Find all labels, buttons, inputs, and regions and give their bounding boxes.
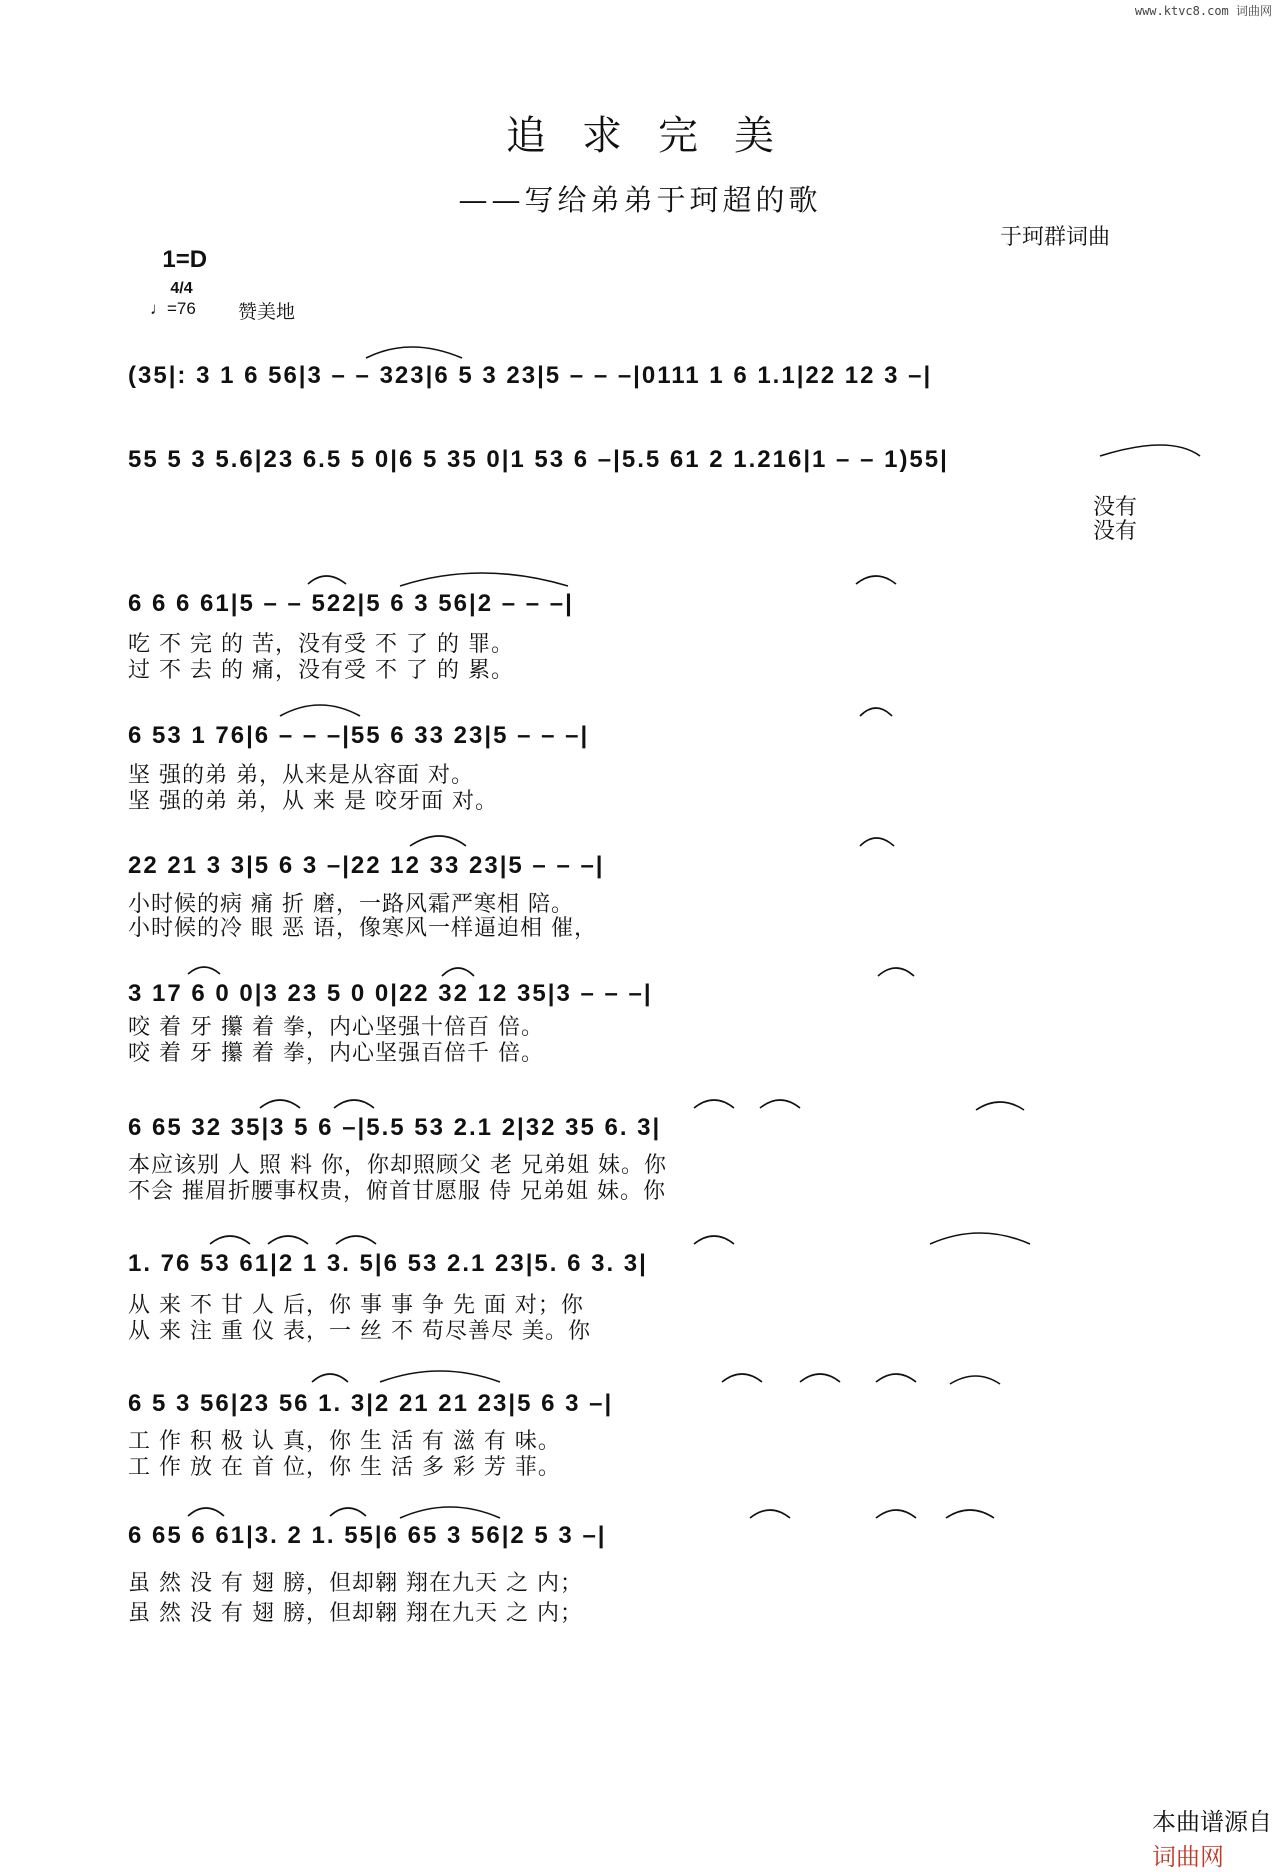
slur-arc [930, 1233, 1030, 1244]
slur-arc [722, 1374, 762, 1382]
expression-marking: 赞美地 [238, 302, 296, 323]
score-row-2: 55 5 3 5.6|23 6.5 5 0|6 5 35 0|1 53 6 –|5.5 61 2 1.216|1 – – 1)55| [128, 446, 949, 473]
slur-arc [1100, 445, 1200, 456]
slur-arc [856, 576, 896, 584]
lyric-row-5-verse-2: 小时候的冷 眼 恶 语，像寒风一样逼迫相 催， [128, 916, 597, 941]
lyric-row-8-verse-2: 从 来 注 重 仪 表，一 丝 不 苟尽善尽 美。你 [128, 1319, 591, 1344]
score-row-7: 6 65 32 35|3 5 6 –|5.5 53 2.1 2|32 35 6. 3| [128, 1114, 662, 1141]
tempo-marking: ♩=76 [150, 299, 196, 318]
slur-arc [694, 1100, 734, 1108]
lyric-row-3-verse-2: 过 不 去 的 痛，没有受 不 了 的 累。 [128, 658, 514, 683]
lyric-row-6-verse-1: 咬 着 牙 攥 着 拳，内心坚强十倍百 倍。 [128, 1015, 544, 1040]
slur-arc [400, 1507, 500, 1518]
lyric-row-4-verse-2: 坚 强的弟 弟，从 来 是 咬牙面 对。 [128, 789, 498, 814]
lyric-row-9-verse-2: 工 作 放 在 首 位，你 生 活 多 彩 芳 菲。 [128, 1455, 561, 1480]
score-row-10: 6 65 6 61|3. 2 1. 55|6 65 3 56|2 5 3 –| [128, 1522, 607, 1549]
slur-arc [878, 968, 914, 976]
slur-arc [950, 1376, 1000, 1384]
side-lyric-2: 没有 [1093, 519, 1138, 544]
footer-prefix: 本曲谱源自 [1152, 1809, 1272, 1836]
score-row-1: (35|: 3 1 6 56|3 – – 323|6 5 3 23|5 – – –|0111 1 6 1.1|22 12 3 –| [128, 362, 933, 389]
author-credit: 于珂群词曲 [1000, 225, 1111, 250]
lyric-row-4-verse-1: 坚 强的弟 弟，从来是从容面 对。 [128, 763, 474, 788]
site-watermark: www.ktvc8.com 词曲网 [1134, 4, 1272, 18]
song-title: 追求完美 [506, 113, 810, 159]
score-row-9: 6 5 3 56|23 56 1. 3|2 21 21 23|5 6 3 –| [128, 1390, 614, 1417]
slur-arc [946, 1510, 994, 1518]
lyric-row-7-verse-2: 不会 摧眉折腰事权贵，俯首甘愿服 侍 兄弟姐 妹。你 [128, 1179, 666, 1204]
slur-arc [760, 1100, 800, 1108]
lyric-row-10-verse-1: 虽 然 没 有 翅 膀，但却翱 翔在九天 之 内； [128, 1571, 583, 1596]
slur-arc [188, 967, 220, 974]
time-signature: 4/4 [170, 279, 193, 297]
lyric-row-6-verse-2: 咬 着 牙 攥 着 拳，内心坚强百倍千 倍。 [128, 1041, 544, 1066]
slur-arc [366, 347, 462, 358]
slur-arc [268, 1236, 308, 1244]
slur-arc [976, 1102, 1024, 1110]
lyric-row-7-verse-1: 本应该别 人 照 料 你，你却照顾父 老 兄弟姐 妹。你 [128, 1153, 667, 1178]
side-lyric-1: 没有 [1093, 495, 1138, 520]
slur-arc [280, 705, 360, 716]
slur-arc [410, 836, 466, 846]
slur-arc [260, 1100, 300, 1108]
key-label: 1=D [162, 246, 208, 273]
slur-arc [694, 1236, 734, 1244]
slur-arc [308, 576, 346, 584]
slur-arc [876, 1510, 916, 1518]
lyric-row-9-verse-1: 工 作 积 极 认 真，你 生 活 有 滋 有 味。 [128, 1429, 561, 1454]
song-subtitle: ——写给弟弟于珂超的歌 [458, 183, 822, 217]
slur-arc [336, 1236, 376, 1244]
footer-site-link[interactable]: 词曲网 [1152, 1844, 1224, 1871]
slur-arc [750, 1510, 790, 1518]
lyric-row-8-verse-1: 从 来 不 甘 人 后，你 事 事 争 先 面 对；你 [128, 1293, 584, 1318]
score-row-5: 22 21 3 3|5 6 3 –|22 12 33 23|5 – – –| [128, 852, 605, 879]
slur-arc [876, 1374, 916, 1382]
lyric-row-5-verse-1: 小时候的病 痛 折 磨，一路风霜严寒相 陪。 [128, 892, 574, 917]
slur-arc [860, 708, 892, 716]
lyric-row-10-verse-2: 虽 然 没 有 翅 膀，但却翱 翔在九天 之 内； [128, 1601, 583, 1626]
slur-arc [334, 1100, 374, 1108]
slur-arc [800, 1374, 840, 1382]
slur-arc [330, 1508, 366, 1516]
slur-arc [380, 1371, 500, 1382]
score-row-6: 3 17 6 0 0|3 23 5 0 0|22 32 12 35|3 – – –| [128, 980, 653, 1007]
score-row-3: 6 6 6 61|5 – – 522|5 6 3 56|2 – – –| [128, 590, 574, 617]
score-row-8: 1. 76 53 61|2 1 3. 5|6 53 2.1 23|5. 6 3. 3| [128, 1250, 648, 1277]
score-row-4: 6 53 1 76|6 – – –|55 6 33 23|5 – – –| [128, 722, 590, 749]
slur-arc [210, 1236, 250, 1244]
slur-arc [312, 1374, 348, 1382]
slur-arc [188, 1508, 224, 1516]
slur-arc [400, 573, 568, 586]
slur-arc [442, 968, 474, 976]
lyric-row-3-verse-1: 吃 不 完 的 苦，没有受 不 了 的 罪。 [128, 632, 514, 657]
slur-arc [860, 838, 894, 846]
source-footer [1139, 1774, 1272, 1872]
